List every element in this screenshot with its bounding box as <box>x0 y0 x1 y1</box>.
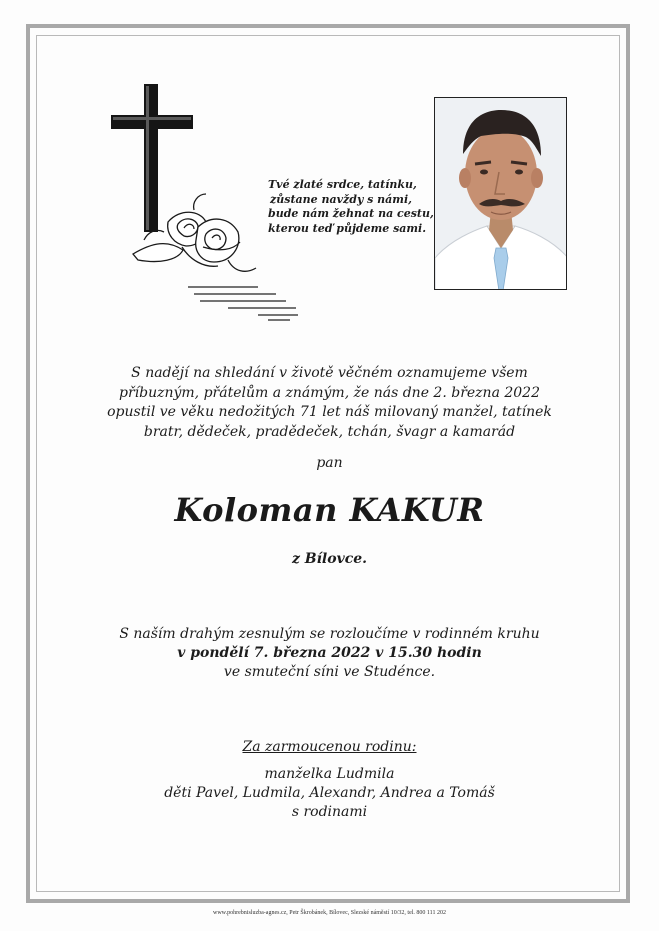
funeral-service-footer: www.pohrebnisluzba-agnes.cz, Petr Škrobánek, Bílovec, Slezské náměstí 10/32, tel. 800 111 202 <box>213 910 446 916</box>
deceased-origin: z Bílovce. <box>291 551 368 567</box>
mourners-block <box>60 738 599 822</box>
farewell-place: ve smuteční síni ve Studénce. <box>223 664 436 680</box>
verse-line: Tvé zlaté srdce, tatínku, <box>268 178 417 191</box>
farewell-date-time: v pondělí 7. března 2022 v 15.30 hodin <box>177 645 482 661</box>
mourner-line: manželka Ludmila <box>264 766 395 782</box>
mourner-line: s rodinami <box>291 804 368 820</box>
honorific: pan <box>316 455 343 471</box>
mourner-line: děti Pavel, Ludmila, Alexandr, Andrea a Tomáš <box>164 785 495 801</box>
verse-line: kterou teď půjdeme sami. <box>268 221 427 235</box>
mourners-heading: Za zarmoucenou rodinu: <box>242 739 417 755</box>
deceased-name: Koloman KAKUR <box>174 491 485 529</box>
announcement-line: bratr, dědeček, pradědeček, tchán, švagr a kamarád <box>143 423 516 440</box>
stone-slab <box>188 287 298 320</box>
verse-line: zůstane navždy s námi, <box>270 192 412 206</box>
memorial-verse <box>268 178 434 236</box>
announcement-line: opustil ve věku nedožitých 71 let náš milovaný manžel, tatínek <box>107 404 552 420</box>
verse-line: bude nám žehnat na cestu, <box>268 207 434 220</box>
farewell-details <box>60 625 599 682</box>
announcement-text <box>70 364 589 442</box>
deceased-portrait <box>434 97 567 290</box>
farewell-line: S naším drahým zesnulým se rozloučíme v rodinném kruhu <box>119 626 540 642</box>
announcement-line: S nadějí na shledání v životě věčném oznamujeme všem <box>131 365 528 381</box>
announcement-line: příbuzným, přátelům a známým, že nás dne 2. března 2022 <box>118 384 540 401</box>
cross-icon <box>111 84 193 232</box>
